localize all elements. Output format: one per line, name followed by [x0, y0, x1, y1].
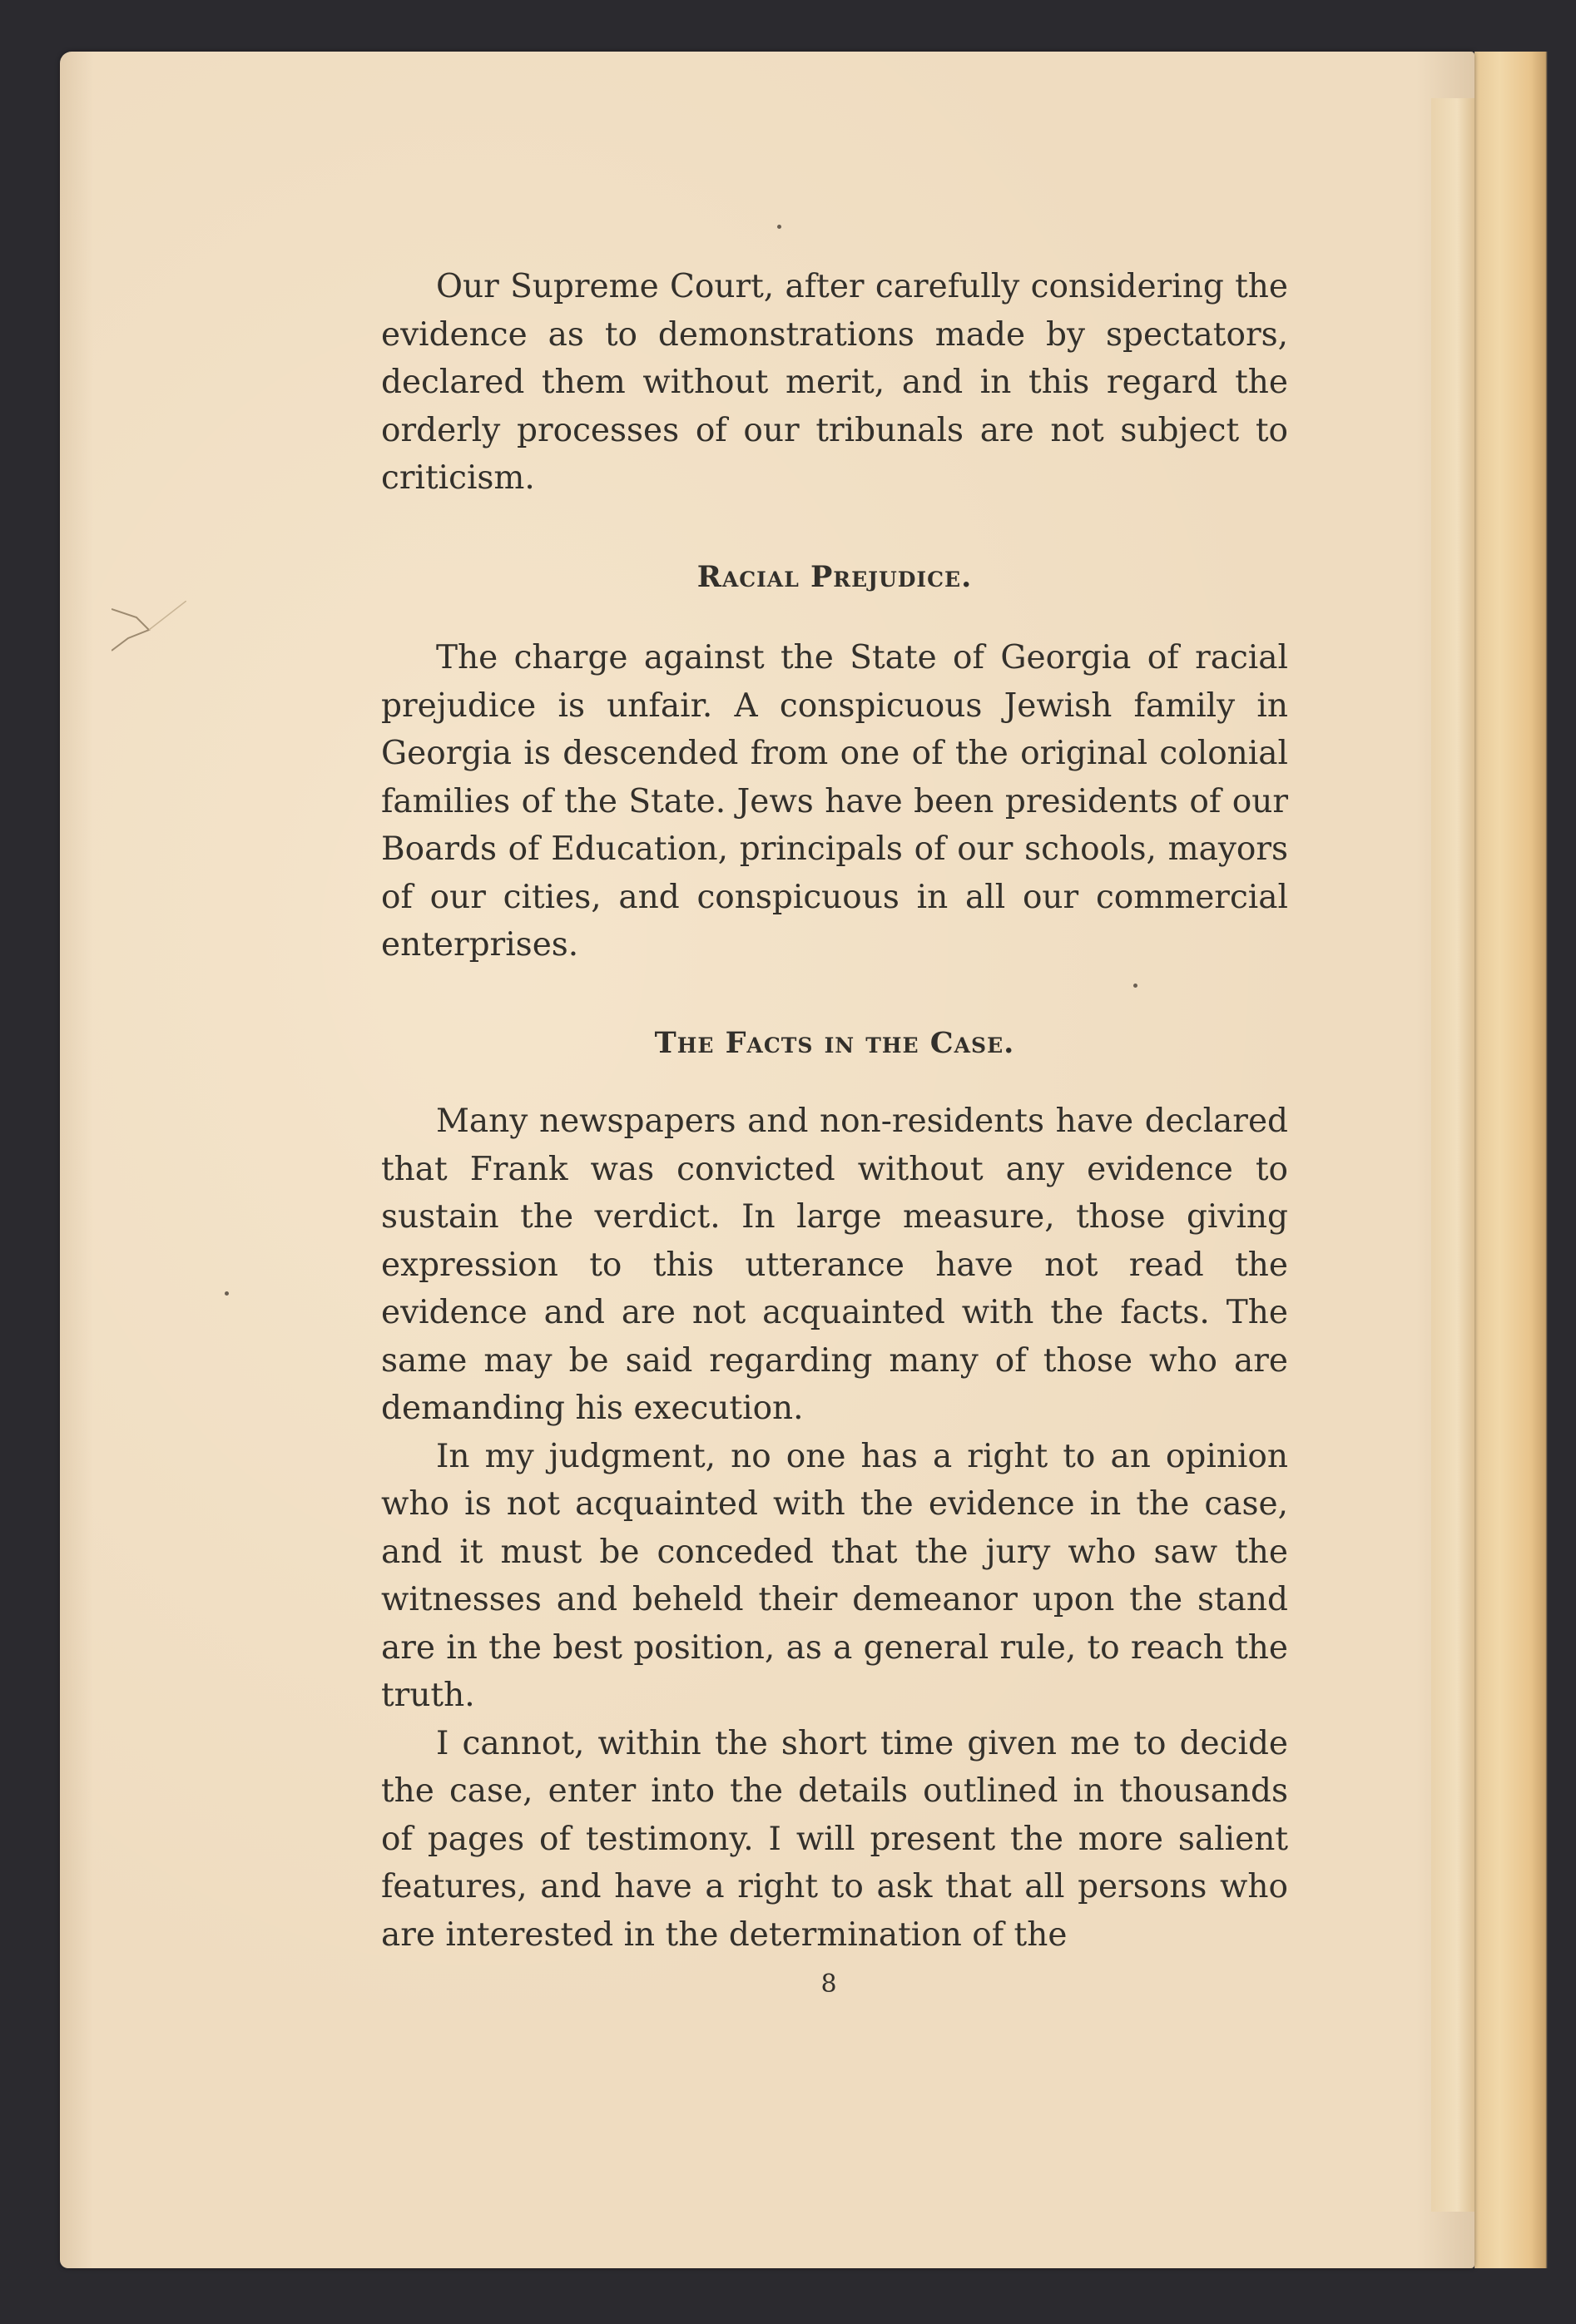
paragraph: In my judgment, no one has a right to an opinion who is not acquainted with the evidence in the case, and it must be conceded that the jury who saw the witnesses and beheld their demeanor upon the stand are in the best position, as a general rule, to reach the truth. [381, 1437, 1288, 1714]
adjacent-page-edge [1474, 52, 1576, 2268]
paragraph: Many newspapers and non-residents have declared that Frank was convicted without any evidence to sustain the verdict. In large measure, those giving expression to this utterance have not read the evidence and are not acquainted with the facts. The same may be said regarding many of those who are demanding his execution. [381, 1103, 1288, 1427]
paragraph: Our Supreme Court, after carefully considering the evidence as to demonstrations made by spectators, declared them without merit, and in this regard the orderly processes of our tribunals are not subject to criticism. [381, 268, 1288, 497]
section-heading: The Facts in the Case. [654, 1025, 1015, 1060]
speck [777, 225, 781, 229]
body-text [381, 263, 1288, 1959]
paragraph: The charge against the State of Georgia of racial prejudice is unfair. A conspicuous Jewish family in Georgia is descended from one of the original colonial families of the State. Jews have been presidents of our Boards of Education, principals of our schools, mayors of our cities, and conspicuous in all our commercial enterprises. [381, 639, 1288, 964]
torn-corner-mark [112, 601, 186, 667]
paragraph: I cannot, within the short time given me to decide the case, enter into the details outlined in thousands of pages of testimony. I will present the more salient features, and have a right to ask that all persons who are interested in the determination of the [381, 1724, 1288, 1954]
section-heading: Racial Prejudice. [696, 559, 973, 594]
page-gutter [1431, 98, 1474, 2212]
page-number-text: 8 [820, 1970, 837, 1999]
page-number [0, 1970, 1576, 1999]
speck [225, 1291, 229, 1296]
